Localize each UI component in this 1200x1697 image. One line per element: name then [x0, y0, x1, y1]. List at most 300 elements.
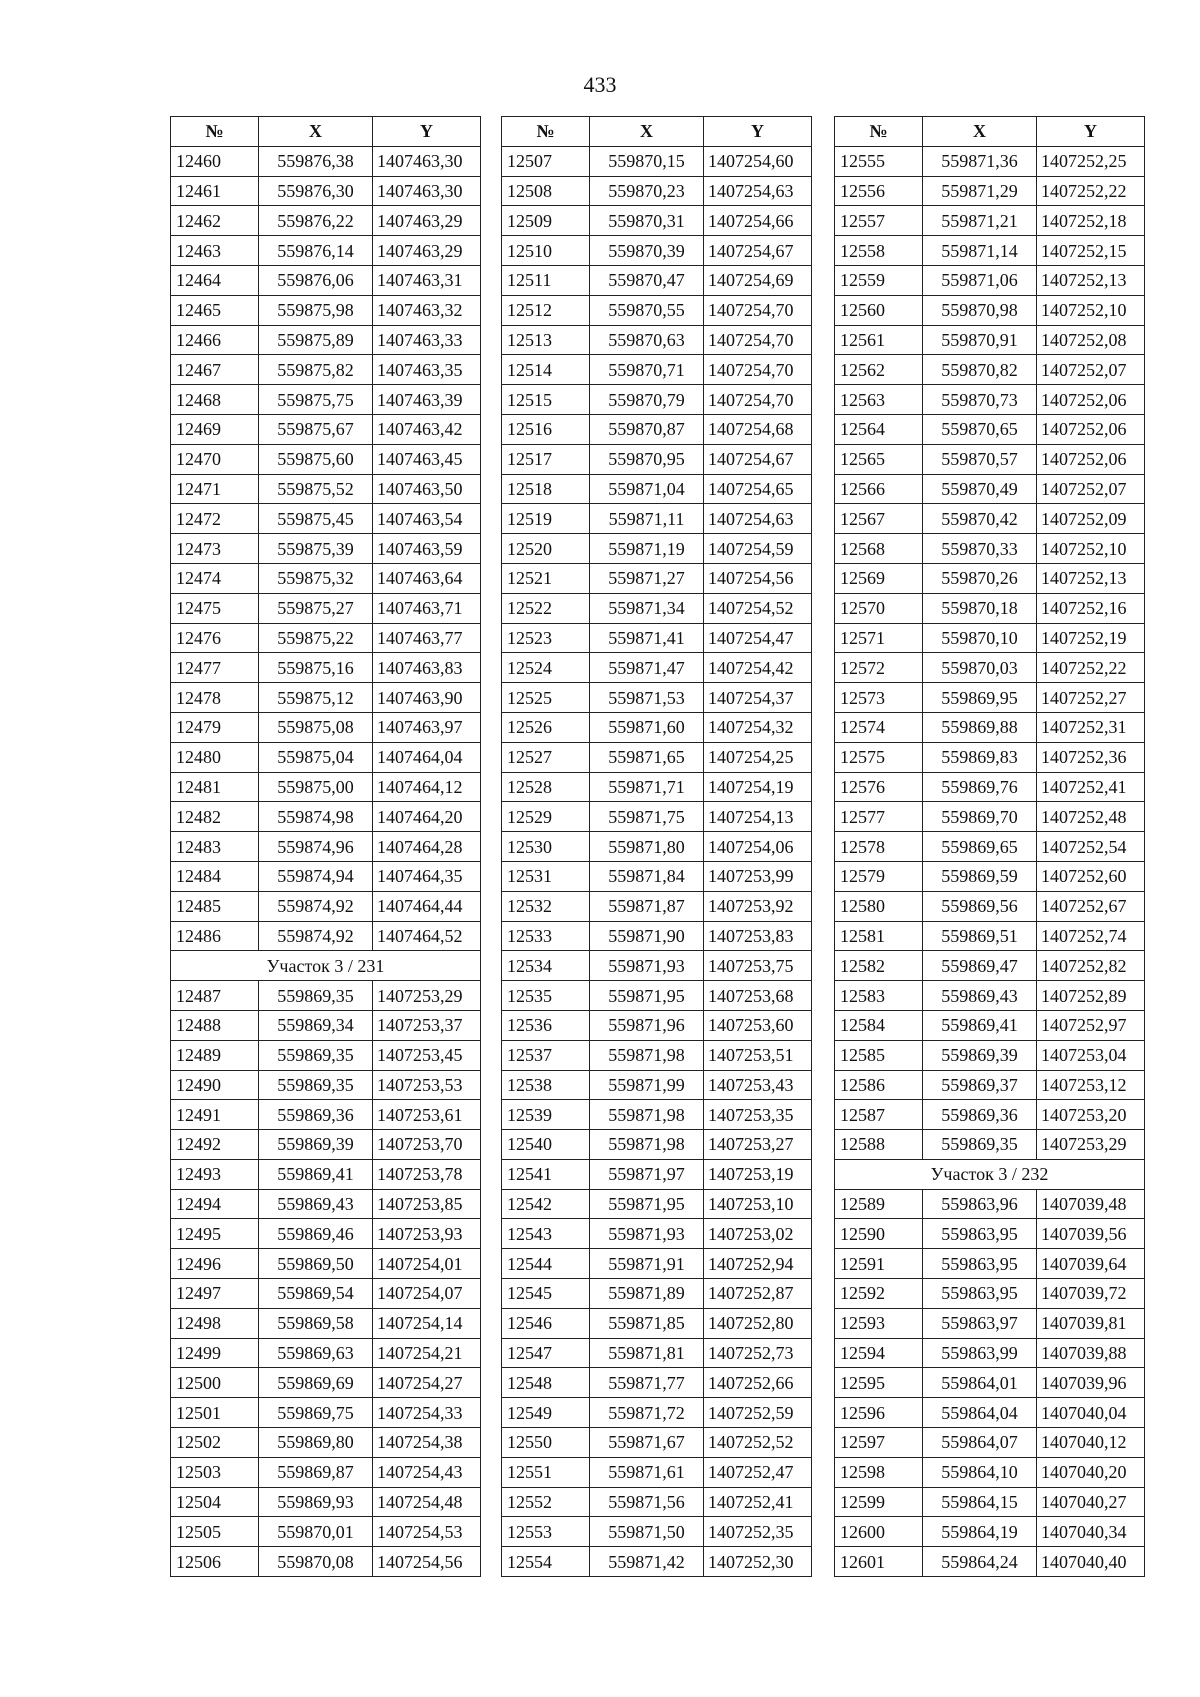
y-coordinate-cell: 1407252,08 [1037, 325, 1145, 355]
table-row [171, 1219, 481, 1249]
table-row [835, 683, 1145, 713]
x-coordinate-cell: 559871,95 [590, 981, 704, 1011]
x-coordinate-cell: 559864,19 [923, 1517, 1037, 1547]
y-coordinate-cell: 1407252,30 [704, 1547, 812, 1577]
point-number-cell: 12586 [835, 1070, 923, 1100]
point-number-cell: 12486 [171, 921, 259, 951]
table-row [171, 1159, 481, 1189]
y-coordinate-cell: 1407253,37 [373, 1010, 481, 1040]
y-coordinate-cell: 1407252,41 [704, 1487, 812, 1517]
x-coordinate-cell: 559870,71 [590, 355, 704, 385]
y-coordinate-cell: 1407463,45 [373, 444, 481, 474]
point-number-cell: 12514 [502, 355, 590, 385]
x-coordinate-cell: 559869,46 [259, 1219, 373, 1249]
point-number-cell: 12544 [502, 1249, 590, 1279]
y-coordinate-cell: 1407252,87 [704, 1279, 812, 1309]
y-coordinate-cell: 1407253,61 [373, 1100, 481, 1130]
x-coordinate-cell: 559869,41 [259, 1159, 373, 1189]
y-coordinate-cell: 1407252,48 [1037, 802, 1145, 832]
y-coordinate-cell: 1407252,15 [1037, 236, 1145, 266]
y-coordinate-cell: 1407252,35 [704, 1517, 812, 1547]
y-coordinate-cell: 1407252,19 [1037, 623, 1145, 653]
y-coordinate-cell: 1407253,20 [1037, 1100, 1145, 1130]
x-coordinate-cell: 559875,52 [259, 474, 373, 504]
point-number-cell: 12568 [835, 534, 923, 564]
table-row [835, 1279, 1145, 1309]
y-coordinate-cell: 1407253,29 [1037, 1130, 1145, 1160]
x-coordinate-cell: 559871,41 [590, 623, 704, 653]
y-coordinate-cell: 1407252,52 [704, 1428, 812, 1458]
y-coordinate-cell: 1407254,59 [704, 534, 812, 564]
table-row [171, 623, 481, 653]
table-row [835, 206, 1145, 236]
point-number-cell: 12575 [835, 742, 923, 772]
y-coordinate-cell: 1407253,99 [704, 861, 812, 891]
y-coordinate-cell: 1407463,90 [373, 683, 481, 713]
table-row [502, 921, 812, 951]
point-number-cell: 12588 [835, 1130, 923, 1160]
table-row [171, 1308, 481, 1338]
point-number-cell: 12507 [502, 146, 590, 176]
table-row [835, 1010, 1145, 1040]
x-coordinate-cell: 559871,99 [590, 1070, 704, 1100]
x-coordinate-cell: 559871,87 [590, 891, 704, 921]
point-number-cell: 12545 [502, 1279, 590, 1309]
point-number-cell: 12498 [171, 1308, 259, 1338]
table-row [835, 1428, 1145, 1458]
y-coordinate-cell: 1407252,47 [704, 1457, 812, 1487]
y-coordinate-cell: 1407464,35 [373, 861, 481, 891]
y-coordinate-cell: 1407254,37 [704, 683, 812, 713]
table-row [171, 563, 481, 593]
table-row [171, 1100, 481, 1130]
x-coordinate-cell: 559870,39 [590, 236, 704, 266]
point-number-cell: 12571 [835, 623, 923, 653]
point-number-cell: 12552 [502, 1487, 590, 1517]
point-number-cell: 12527 [502, 742, 590, 772]
x-coordinate-cell: 559871,53 [590, 683, 704, 713]
point-number-cell: 12487 [171, 981, 259, 1011]
table-row [171, 1279, 481, 1309]
x-coordinate-cell: 559871,89 [590, 1279, 704, 1309]
y-coordinate-cell: 1407254,67 [704, 236, 812, 266]
y-coordinate-cell: 1407252,06 [1037, 385, 1145, 415]
x-coordinate-cell: 559871,47 [590, 653, 704, 683]
point-number-cell: 12599 [835, 1487, 923, 1517]
y-coordinate-cell: 1407254,52 [704, 593, 812, 623]
x-coordinate-cell: 559869,70 [923, 802, 1037, 832]
x-coordinate-cell: 559869,76 [923, 772, 1037, 802]
point-number-cell: 12469 [171, 414, 259, 444]
point-number-cell: 12510 [502, 236, 590, 266]
y-coordinate-cell: 1407252,82 [1037, 951, 1145, 981]
table-row [835, 593, 1145, 623]
table-row [502, 981, 812, 1011]
point-number-cell: 12511 [502, 265, 590, 295]
point-number-cell: 12590 [835, 1219, 923, 1249]
y-coordinate-cell: 1407463,97 [373, 712, 481, 742]
point-number-cell: 12559 [835, 265, 923, 295]
point-number-cell: 12596 [835, 1398, 923, 1428]
y-coordinate-cell: 1407039,96 [1037, 1368, 1145, 1398]
point-number-cell: 12577 [835, 802, 923, 832]
x-coordinate-cell: 559869,80 [259, 1428, 373, 1458]
x-coordinate-cell: 559869,54 [259, 1279, 373, 1309]
table-row [502, 1010, 812, 1040]
header-number: № [171, 117, 259, 147]
point-number-cell: 12463 [171, 236, 259, 266]
y-coordinate-cell: 1407039,56 [1037, 1219, 1145, 1249]
point-number-cell: 12542 [502, 1189, 590, 1219]
x-coordinate-cell: 559874,94 [259, 861, 373, 891]
point-number-cell: 12548 [502, 1368, 590, 1398]
y-coordinate-cell: 1407254,47 [704, 623, 812, 653]
point-number-cell: 12505 [171, 1517, 259, 1547]
x-coordinate-cell: 559869,56 [923, 891, 1037, 921]
x-coordinate-cell: 559863,97 [923, 1308, 1037, 1338]
table-row [171, 832, 481, 862]
y-coordinate-cell: 1407040,27 [1037, 1487, 1145, 1517]
point-number-cell: 12466 [171, 325, 259, 355]
point-number-cell: 12522 [502, 593, 590, 623]
table-row [835, 1130, 1145, 1160]
table-row [171, 206, 481, 236]
point-number-cell: 12472 [171, 504, 259, 534]
table-row [171, 1249, 481, 1279]
y-coordinate-cell: 1407252,16 [1037, 593, 1145, 623]
x-coordinate-cell: 559871,06 [923, 265, 1037, 295]
point-number-cell: 12521 [502, 563, 590, 593]
x-coordinate-cell: 559870,55 [590, 295, 704, 325]
x-coordinate-cell: 559870,65 [923, 414, 1037, 444]
table-row [502, 1487, 812, 1517]
x-coordinate-cell: 559875,67 [259, 414, 373, 444]
table-row [171, 1457, 481, 1487]
point-number-cell: 12555 [835, 146, 923, 176]
y-coordinate-cell: 1407252,10 [1037, 534, 1145, 564]
table-row [835, 981, 1145, 1011]
x-coordinate-cell: 559871,98 [590, 1130, 704, 1160]
point-number-cell: 12550 [502, 1428, 590, 1458]
point-number-cell: 12468 [171, 385, 259, 415]
point-number-cell: 12585 [835, 1040, 923, 1070]
table-row [171, 1487, 481, 1517]
point-number-cell: 12503 [171, 1457, 259, 1487]
x-coordinate-cell: 559870,49 [923, 474, 1037, 504]
x-coordinate-cell: 559869,34 [259, 1010, 373, 1040]
point-number-cell: 12491 [171, 1100, 259, 1130]
y-coordinate-cell: 1407254,70 [704, 355, 812, 385]
y-coordinate-cell: 1407252,06 [1037, 414, 1145, 444]
y-coordinate-cell: 1407252,60 [1037, 861, 1145, 891]
point-number-cell: 12488 [171, 1010, 259, 1040]
x-coordinate-cell: 559870,87 [590, 414, 704, 444]
y-coordinate-cell: 1407254,06 [704, 832, 812, 862]
point-number-cell: 12537 [502, 1040, 590, 1070]
y-coordinate-cell: 1407254,43 [373, 1457, 481, 1487]
table-row [171, 385, 481, 415]
point-number-cell: 12471 [171, 474, 259, 504]
table-header-row [835, 117, 1145, 147]
table-row [835, 265, 1145, 295]
table-row [171, 534, 481, 564]
x-coordinate-cell: 559869,43 [259, 1189, 373, 1219]
point-number-cell: 12534 [502, 951, 590, 981]
table-row [171, 891, 481, 921]
y-coordinate-cell: 1407254,53 [373, 1517, 481, 1547]
point-number-cell: 12570 [835, 593, 923, 623]
y-coordinate-cell: 1407252,22 [1037, 653, 1145, 683]
x-coordinate-cell: 559871,80 [590, 832, 704, 862]
y-coordinate-cell: 1407253,93 [373, 1219, 481, 1249]
table-row [835, 176, 1145, 206]
x-coordinate-cell: 559870,79 [590, 385, 704, 415]
point-number-cell: 12520 [502, 534, 590, 564]
y-coordinate-cell: 1407463,31 [373, 265, 481, 295]
x-coordinate-cell: 559871,67 [590, 1428, 704, 1458]
y-coordinate-cell: 1407254,70 [704, 385, 812, 415]
y-coordinate-cell: 1407253,35 [704, 1100, 812, 1130]
point-number-cell: 12470 [171, 444, 259, 474]
table-row [835, 653, 1145, 683]
x-coordinate-cell: 559863,95 [923, 1249, 1037, 1279]
y-coordinate-cell: 1407040,34 [1037, 1517, 1145, 1547]
coordinate-table-1 [170, 116, 481, 1577]
table-row [835, 325, 1145, 355]
section-title: Участок 3 / 232 [835, 1159, 1145, 1189]
point-number-cell: 12460 [171, 146, 259, 176]
point-number-cell: 12592 [835, 1279, 923, 1309]
point-number-cell: 12589 [835, 1189, 923, 1219]
table-row [171, 1398, 481, 1428]
table-row [835, 146, 1145, 176]
point-number-cell: 12595 [835, 1368, 923, 1398]
point-number-cell: 12540 [502, 1130, 590, 1160]
x-coordinate-cell: 559870,95 [590, 444, 704, 474]
point-number-cell: 12538 [502, 1070, 590, 1100]
x-coordinate-cell: 559871,90 [590, 921, 704, 951]
y-coordinate-cell: 1407254,69 [704, 265, 812, 295]
table-row [835, 355, 1145, 385]
table-row [171, 981, 481, 1011]
y-coordinate-cell: 1407464,44 [373, 891, 481, 921]
table-row [835, 1100, 1145, 1130]
x-coordinate-cell: 559871,50 [590, 1517, 704, 1547]
y-coordinate-cell: 1407252,94 [704, 1249, 812, 1279]
y-coordinate-cell: 1407253,27 [704, 1130, 812, 1160]
x-coordinate-cell: 559870,01 [259, 1517, 373, 1547]
table-row [502, 623, 812, 653]
y-coordinate-cell: 1407463,32 [373, 295, 481, 325]
header-y: Y [1037, 117, 1145, 147]
table-row [502, 563, 812, 593]
x-coordinate-cell: 559869,51 [923, 921, 1037, 951]
point-number-cell: 12481 [171, 772, 259, 802]
table-row [502, 653, 812, 683]
table-row [835, 921, 1145, 951]
point-number-cell: 12530 [502, 832, 590, 862]
table-row [835, 951, 1145, 981]
y-coordinate-cell: 1407253,12 [1037, 1070, 1145, 1100]
x-coordinate-cell: 559875,89 [259, 325, 373, 355]
y-coordinate-cell: 1407252,41 [1037, 772, 1145, 802]
table-row [502, 355, 812, 385]
table-row [171, 593, 481, 623]
y-coordinate-cell: 1407464,20 [373, 802, 481, 832]
y-coordinate-cell: 1407253,60 [704, 1010, 812, 1040]
y-coordinate-cell: 1407254,33 [373, 1398, 481, 1428]
y-coordinate-cell: 1407464,04 [373, 742, 481, 772]
point-number-cell: 12477 [171, 653, 259, 683]
y-coordinate-cell: 1407039,72 [1037, 1279, 1145, 1309]
point-number-cell: 12566 [835, 474, 923, 504]
table-row [502, 1219, 812, 1249]
y-coordinate-cell: 1407040,12 [1037, 1428, 1145, 1458]
x-coordinate-cell: 559869,43 [923, 981, 1037, 1011]
y-coordinate-cell: 1407254,13 [704, 802, 812, 832]
x-coordinate-cell: 559870,26 [923, 563, 1037, 593]
point-number-cell: 12579 [835, 861, 923, 891]
y-coordinate-cell: 1407254,07 [373, 1279, 481, 1309]
x-coordinate-cell: 559869,75 [259, 1398, 373, 1428]
table-row [835, 534, 1145, 564]
table-row [502, 1517, 812, 1547]
header-x: X [590, 117, 704, 147]
y-coordinate-cell: 1407463,83 [373, 653, 481, 683]
point-number-cell: 12576 [835, 772, 923, 802]
x-coordinate-cell: 559871,93 [590, 951, 704, 981]
x-coordinate-cell: 559874,96 [259, 832, 373, 862]
point-number-cell: 12483 [171, 832, 259, 862]
table-row [502, 1189, 812, 1219]
y-coordinate-cell: 1407253,19 [704, 1159, 812, 1189]
table-row [835, 1368, 1145, 1398]
x-coordinate-cell: 559876,06 [259, 265, 373, 295]
y-coordinate-cell: 1407252,80 [704, 1308, 812, 1338]
x-coordinate-cell: 559871,42 [590, 1547, 704, 1577]
y-coordinate-cell: 1407253,78 [373, 1159, 481, 1189]
x-coordinate-cell: 559871,98 [590, 1100, 704, 1130]
x-coordinate-cell: 559864,04 [923, 1398, 1037, 1428]
y-coordinate-cell: 1407254,67 [704, 444, 812, 474]
table-row [171, 861, 481, 891]
point-number-cell: 12499 [171, 1338, 259, 1368]
y-coordinate-cell: 1407463,30 [373, 176, 481, 206]
x-coordinate-cell: 559869,65 [923, 832, 1037, 862]
x-coordinate-cell: 559863,95 [923, 1279, 1037, 1309]
x-coordinate-cell: 559875,22 [259, 623, 373, 653]
y-coordinate-cell: 1407254,66 [704, 206, 812, 236]
point-number-cell: 12512 [502, 295, 590, 325]
x-coordinate-cell: 559869,88 [923, 712, 1037, 742]
x-coordinate-cell: 559875,00 [259, 772, 373, 802]
table-row [835, 563, 1145, 593]
table-row [171, 146, 481, 176]
point-number-cell: 12554 [502, 1547, 590, 1577]
x-coordinate-cell: 559875,32 [259, 563, 373, 593]
y-coordinate-cell: 1407254,56 [704, 563, 812, 593]
point-number-cell: 12532 [502, 891, 590, 921]
x-coordinate-cell: 559870,33 [923, 534, 1037, 564]
x-coordinate-cell: 559869,63 [259, 1338, 373, 1368]
page-number: 433 [583, 72, 617, 97]
x-coordinate-cell: 559871,72 [590, 1398, 704, 1428]
point-number-cell: 12467 [171, 355, 259, 385]
y-coordinate-cell: 1407252,31 [1037, 712, 1145, 742]
table-row [835, 1189, 1145, 1219]
x-coordinate-cell: 559870,31 [590, 206, 704, 236]
y-coordinate-cell: 1407254,27 [373, 1368, 481, 1398]
point-number-cell: 12541 [502, 1159, 590, 1189]
x-coordinate-cell: 559871,84 [590, 861, 704, 891]
point-number-cell: 12560 [835, 295, 923, 325]
x-coordinate-cell: 559875,39 [259, 534, 373, 564]
point-number-cell: 12525 [502, 683, 590, 713]
y-coordinate-cell: 1407253,04 [1037, 1040, 1145, 1070]
table-row [835, 623, 1145, 653]
x-coordinate-cell: 559869,69 [259, 1368, 373, 1398]
y-coordinate-cell: 1407252,07 [1037, 474, 1145, 504]
y-coordinate-cell: 1407254,42 [704, 653, 812, 683]
table-row [835, 504, 1145, 534]
x-coordinate-cell: 559870,08 [259, 1547, 373, 1577]
x-coordinate-cell: 559871,27 [590, 563, 704, 593]
table-row [502, 1428, 812, 1458]
point-number-cell: 12495 [171, 1219, 259, 1249]
y-coordinate-cell: 1407463,71 [373, 593, 481, 623]
point-number-cell: 12597 [835, 1428, 923, 1458]
table-row [835, 1547, 1145, 1577]
table-row [502, 534, 812, 564]
x-coordinate-cell: 559869,37 [923, 1070, 1037, 1100]
y-coordinate-cell: 1407252,06 [1037, 444, 1145, 474]
header-y: Y [704, 117, 812, 147]
x-coordinate-cell: 559869,35 [259, 981, 373, 1011]
table-row [502, 1457, 812, 1487]
x-coordinate-cell: 559871,34 [590, 593, 704, 623]
x-coordinate-cell: 559871,11 [590, 504, 704, 534]
y-coordinate-cell: 1407254,68 [704, 414, 812, 444]
table-row [502, 176, 812, 206]
y-coordinate-cell: 1407252,07 [1037, 355, 1145, 385]
x-coordinate-cell: 559870,57 [923, 444, 1037, 474]
y-coordinate-cell: 1407463,50 [373, 474, 481, 504]
x-coordinate-cell: 559875,16 [259, 653, 373, 683]
x-coordinate-cell: 559869,39 [259, 1130, 373, 1160]
x-coordinate-cell: 559869,36 [923, 1100, 1037, 1130]
point-number-cell: 12584 [835, 1010, 923, 1040]
table-row [171, 1368, 481, 1398]
table-row [835, 1457, 1145, 1487]
y-coordinate-cell: 1407464,12 [373, 772, 481, 802]
y-coordinate-cell: 1407252,66 [704, 1368, 812, 1398]
y-coordinate-cell: 1407040,04 [1037, 1398, 1145, 1428]
header-y: Y [373, 117, 481, 147]
x-coordinate-cell: 559871,81 [590, 1338, 704, 1368]
y-coordinate-cell: 1407464,28 [373, 832, 481, 862]
y-coordinate-cell: 1407252,73 [704, 1338, 812, 1368]
point-number-cell: 12519 [502, 504, 590, 534]
y-coordinate-cell: 1407463,39 [373, 385, 481, 415]
point-number-cell: 12513 [502, 325, 590, 355]
x-coordinate-cell: 559869,59 [923, 861, 1037, 891]
point-number-cell: 12601 [835, 1547, 923, 1577]
y-coordinate-cell: 1407254,63 [704, 504, 812, 534]
table-row [502, 295, 812, 325]
y-coordinate-cell: 1407463,33 [373, 325, 481, 355]
x-coordinate-cell: 559870,03 [923, 653, 1037, 683]
table-header-row [171, 117, 481, 147]
